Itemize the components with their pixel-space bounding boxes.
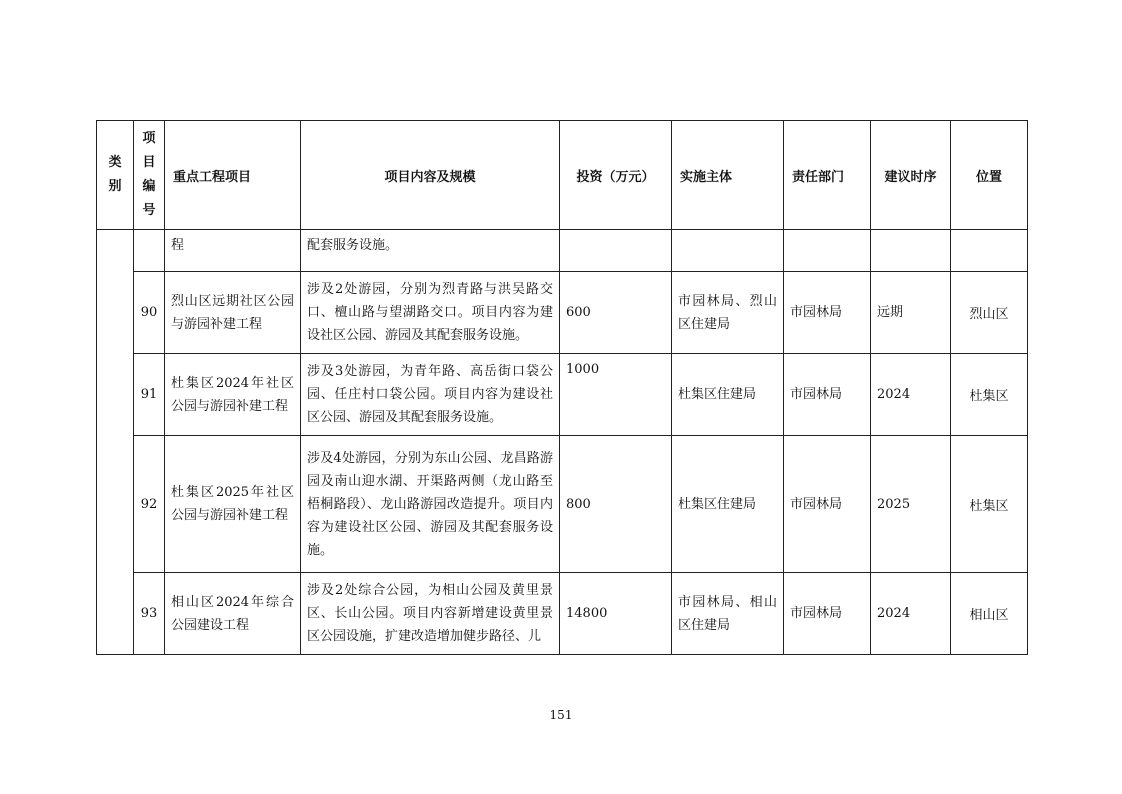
row-project: 相山区2024年综合公园建设工程 bbox=[165, 573, 301, 655]
table-row bbox=[97, 272, 1028, 354]
row-project: 杜集区2024年社区公园与游园补建工程 bbox=[165, 354, 301, 436]
continuation-code-cell bbox=[134, 230, 165, 272]
row-project: 杜集区2025年社区公园与游园补建工程 bbox=[165, 436, 301, 573]
row-department: 市园林局 bbox=[784, 573, 871, 655]
projects-table bbox=[96, 120, 1028, 655]
category-cell bbox=[97, 230, 134, 655]
row-timing: 2025 bbox=[871, 436, 951, 573]
header-department: 责任部门 bbox=[784, 121, 871, 230]
row-content: 涉及2处游园，分别为烈青路与洪吴路交口、檀山路与望湖路交口。项目内容为建设社区公园、游园及其配套服务设施。 bbox=[301, 272, 560, 354]
row-location: 烈山区 bbox=[951, 272, 1028, 354]
row-code: 92 bbox=[134, 436, 165, 573]
row-timing: 2024 bbox=[871, 573, 951, 655]
continuation-project-cell: 程 bbox=[165, 230, 301, 272]
row-investment: 1000 bbox=[560, 354, 672, 436]
row-implementer: 市园林局、烈山区住建局 bbox=[672, 272, 784, 354]
header-content: 项目内容及规模 bbox=[301, 121, 560, 230]
row-location: 杜集区 bbox=[951, 436, 1028, 573]
row-code: 90 bbox=[134, 272, 165, 354]
continuation-row bbox=[97, 230, 1028, 272]
row-department: 市园林局 bbox=[784, 272, 871, 354]
table-row bbox=[97, 354, 1028, 436]
row-content: 涉及2处综合公园，为相山公园及黄里景区、长山公园。项目内容新增建设黄里景区公园设施，扩建改造增加健步路径、儿 bbox=[301, 573, 560, 655]
row-content: 涉及3处游园，为青年路、高岳街口袋公园、任庄村口袋公园。项目内容为建设社区公园、游园及其配套服务设施。 bbox=[301, 354, 560, 436]
header-timing: 建议时序 bbox=[871, 121, 951, 230]
row-location: 杜集区 bbox=[951, 354, 1028, 436]
row-content: 涉及4处游园，分别为东山公园、龙昌路游园及南山迎水湖、开渠路两侧（龙山路至梧桐路段）、龙山路游园改造提升。项目内容为建设社区公园、游园及其配套服务设施。 bbox=[301, 436, 560, 573]
row-timing: 远期 bbox=[871, 272, 951, 354]
table-row bbox=[97, 436, 1028, 573]
row-department: 市园林局 bbox=[784, 436, 871, 573]
row-implementer: 杜集区住建局 bbox=[672, 436, 784, 573]
table-row bbox=[97, 573, 1028, 655]
row-investment: 800 bbox=[560, 436, 672, 573]
header-location: 位置 bbox=[951, 121, 1028, 230]
row-investment: 600 bbox=[560, 272, 672, 354]
row-location: 相山区 bbox=[951, 573, 1028, 655]
header-row bbox=[97, 121, 1028, 230]
row-implementer: 市园林局、相山区住建局 bbox=[672, 573, 784, 655]
row-code: 91 bbox=[134, 354, 165, 436]
row-implementer: 杜集区住建局 bbox=[672, 354, 784, 436]
header-code: 项目编号 bbox=[134, 121, 165, 230]
header-category: 类别 bbox=[97, 121, 134, 230]
continuation-content-cell: 配套服务设施。 bbox=[301, 230, 560, 272]
row-timing: 2024 bbox=[871, 354, 951, 436]
row-code: 93 bbox=[134, 573, 165, 655]
row-project: 烈山区远期社区公园与游园补建工程 bbox=[165, 272, 301, 354]
row-investment: 14800 bbox=[560, 573, 672, 655]
header-implementer: 实施主体 bbox=[672, 121, 784, 230]
row-department: 市园林局 bbox=[784, 354, 871, 436]
header-project: 重点工程项目 bbox=[165, 121, 301, 230]
header-investment: 投资（万元） bbox=[560, 121, 672, 230]
page-number: 151 bbox=[549, 708, 573, 722]
